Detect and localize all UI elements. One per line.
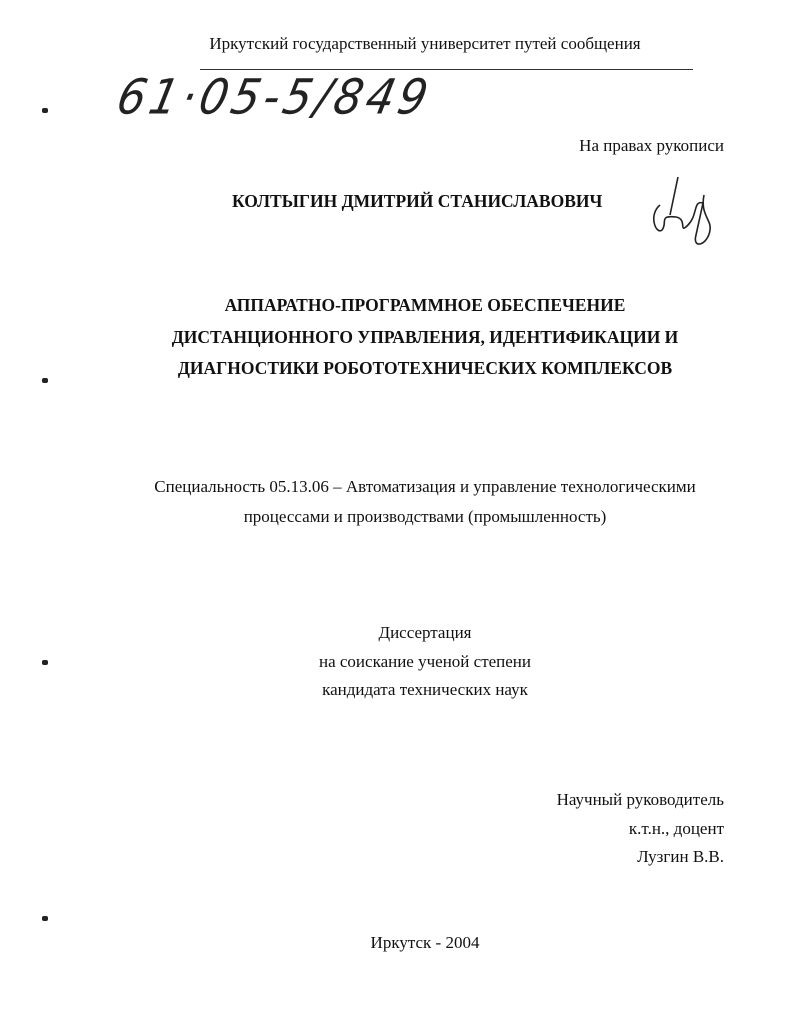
author-name: КОЛТЫГИН ДМИТРИЙ СТАНИСЛАВОВИЧ	[232, 191, 603, 211]
supervisor-degree: к.т.н., доцент	[628, 819, 724, 838]
specialty-line-2: процессами и производствами (промышленность)	[243, 507, 607, 526]
city-year: Иркутск - 2004	[370, 933, 480, 952]
thesis-title-line-2: ДИСТАНЦИОННОГО УПРАВЛЕНИЯ, ИДЕНТИФИКАЦИИ И	[171, 327, 679, 347]
thesis-title-line-3: ДИАГНОСТИКИ РОБОТОТЕХНИЧЕСКИХ КОМПЛЕКСОВ	[177, 358, 673, 378]
supervisor-name: Лузгин В.В.	[637, 847, 724, 866]
degree-line-3: кандидата технических наук	[322, 680, 528, 699]
scan-speck	[42, 916, 48, 921]
degree-line-2: на соискание ученой степени	[318, 652, 532, 671]
scan-speck	[42, 108, 48, 113]
handwritten-registry-number: 61·05-5/849	[112, 69, 437, 126]
scan-speck	[42, 660, 48, 665]
rights-note: На правах рукописи	[579, 136, 724, 155]
author-signature	[648, 175, 718, 255]
supervisor-label: Научный руководитель	[556, 790, 724, 809]
thesis-title-line-1: АППАРАТНО-ПРОГРАММНОЕ ОБЕСПЕЧЕНИЕ	[224, 295, 626, 315]
specialty-line-1: Специальность 05.13.06 – Автоматизация и управление технологическими	[154, 477, 696, 496]
scan-speck	[42, 378, 48, 383]
university-name: Иркутский государственный университет путей сообщения	[209, 34, 641, 53]
degree-line-1: Диссертация	[378, 623, 472, 642]
